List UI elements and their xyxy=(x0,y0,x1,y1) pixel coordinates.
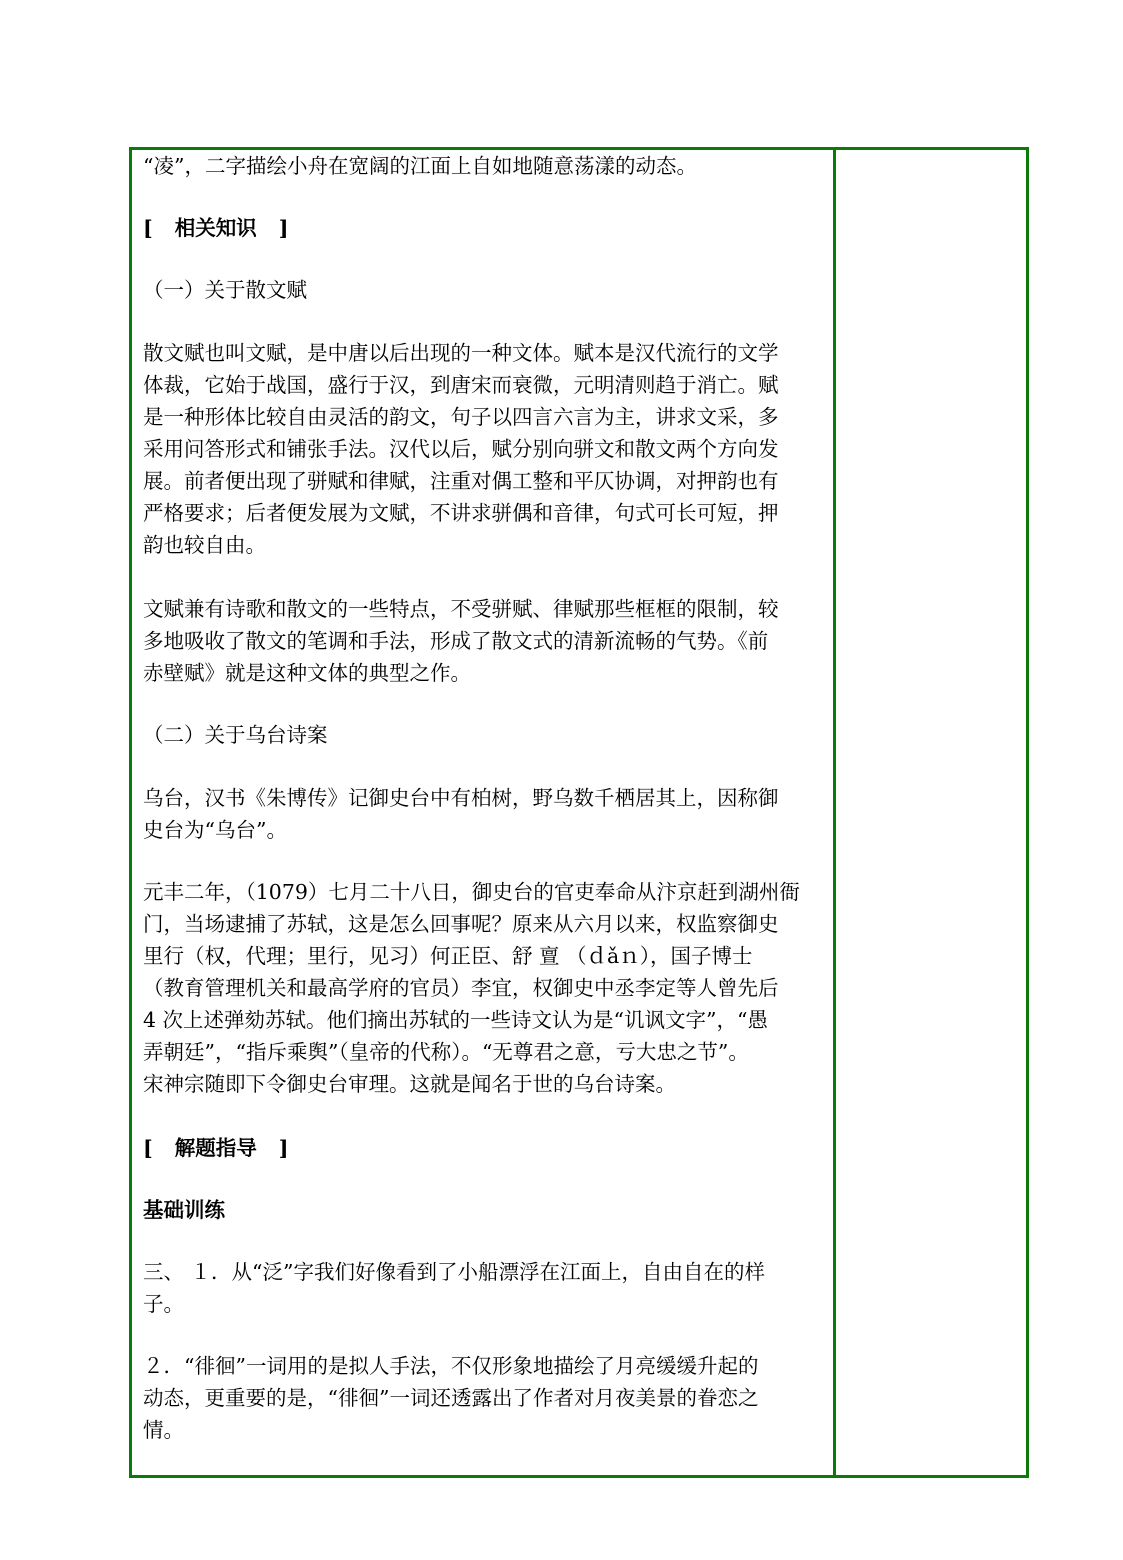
answer-item-1: 三、 １．从“泛”字我们好像看到了小船漂浮在江面上，自由自在的样 子。 xyxy=(143,1260,765,1316)
table-column-divider xyxy=(833,147,836,1478)
paragraph-wutai-case-story: 元丰二年，（1079）七月二十八日，御史台的官吏奉命从汴京赶到湖州衙 门，当场逮捕了苏轼，这是怎么回事呢？原来从六月以来，权监察御史 里行（权，代理；里行，见习）何正臣、舒 亶 （ｄǎｎ），国子博士 （教育管理机关和最高学府的官员）李宜，权御史中丞李定等人曾先后 4 次上述弹劾苏轼。他们摘出苏轼的一些诗文认为是“讥讽文字”，“愚 弄朝廷”，“指斥乘舆”（皇帝的代称）。“无尊君之意，亏大忠之节”。 宋神宗随即下令御史台审理。这就是闻名于世的乌台诗案。 xyxy=(143,880,800,1096)
paragraph-wutai-origin: 乌台，汉书《朱博传》记御史台中有柏树，野乌数千栖居其上，因称御 史台为“乌台”。 xyxy=(143,786,779,842)
section-heading-related-knowledge: [ 相关知识 ] xyxy=(143,216,289,240)
subheading-about-prose-fu: （一）关于散文赋 xyxy=(143,278,307,302)
subheading-about-wutai-case: （二）关于乌台诗案 xyxy=(143,723,328,747)
paragraph-prose-fu-definition: 散文赋也叫文赋，是中唐以后出现的一种文体。赋本是汉代流行的文学 体裁，它始于战国，盛行于汉，到唐宋而衰微，元明清则趋于消亡。赋 是一种形体比较自由灵活的韵文，句子以四言六言为主，讲求文采，多 采用问答形式和铺张手法。汉代以后，赋分别向骈文和散文两个方向发 展。前者便出现了骈赋和律赋，注重对偶工整和平仄协调，对押韵也有 严格要求；后者便发展为文赋，不讲求骈偶和音律，句式可长可短，押 韵也较自由。 xyxy=(143,341,779,557)
section-heading-solution-guide: [ 解题指导 ] xyxy=(143,1136,289,1160)
paragraph-prose-fu-features: 文赋兼有诗歌和散文的一些特点，不受骈赋、律赋那些框框的限制，较 多地吸收了散文的笔调和手法，形成了散文式的清新流畅的气势。《前 赤壁赋》就是这种文体的典型之作。 xyxy=(143,597,779,685)
paragraph-ling: “凌”，二字描绘小舟在宽阔的江面上自如地随意荡漾的动态。 xyxy=(143,154,697,178)
subheading-basic-training: 基础训练 xyxy=(143,1198,225,1222)
answer-item-2: ２．“徘徊”一词用的是拟人手法，不仅形象地描绘了月亮缓缓升起的 动态，更重要的是，“徘徊”一词还透露出了作者对月夜美景的眷恋之 情。 xyxy=(143,1354,759,1442)
